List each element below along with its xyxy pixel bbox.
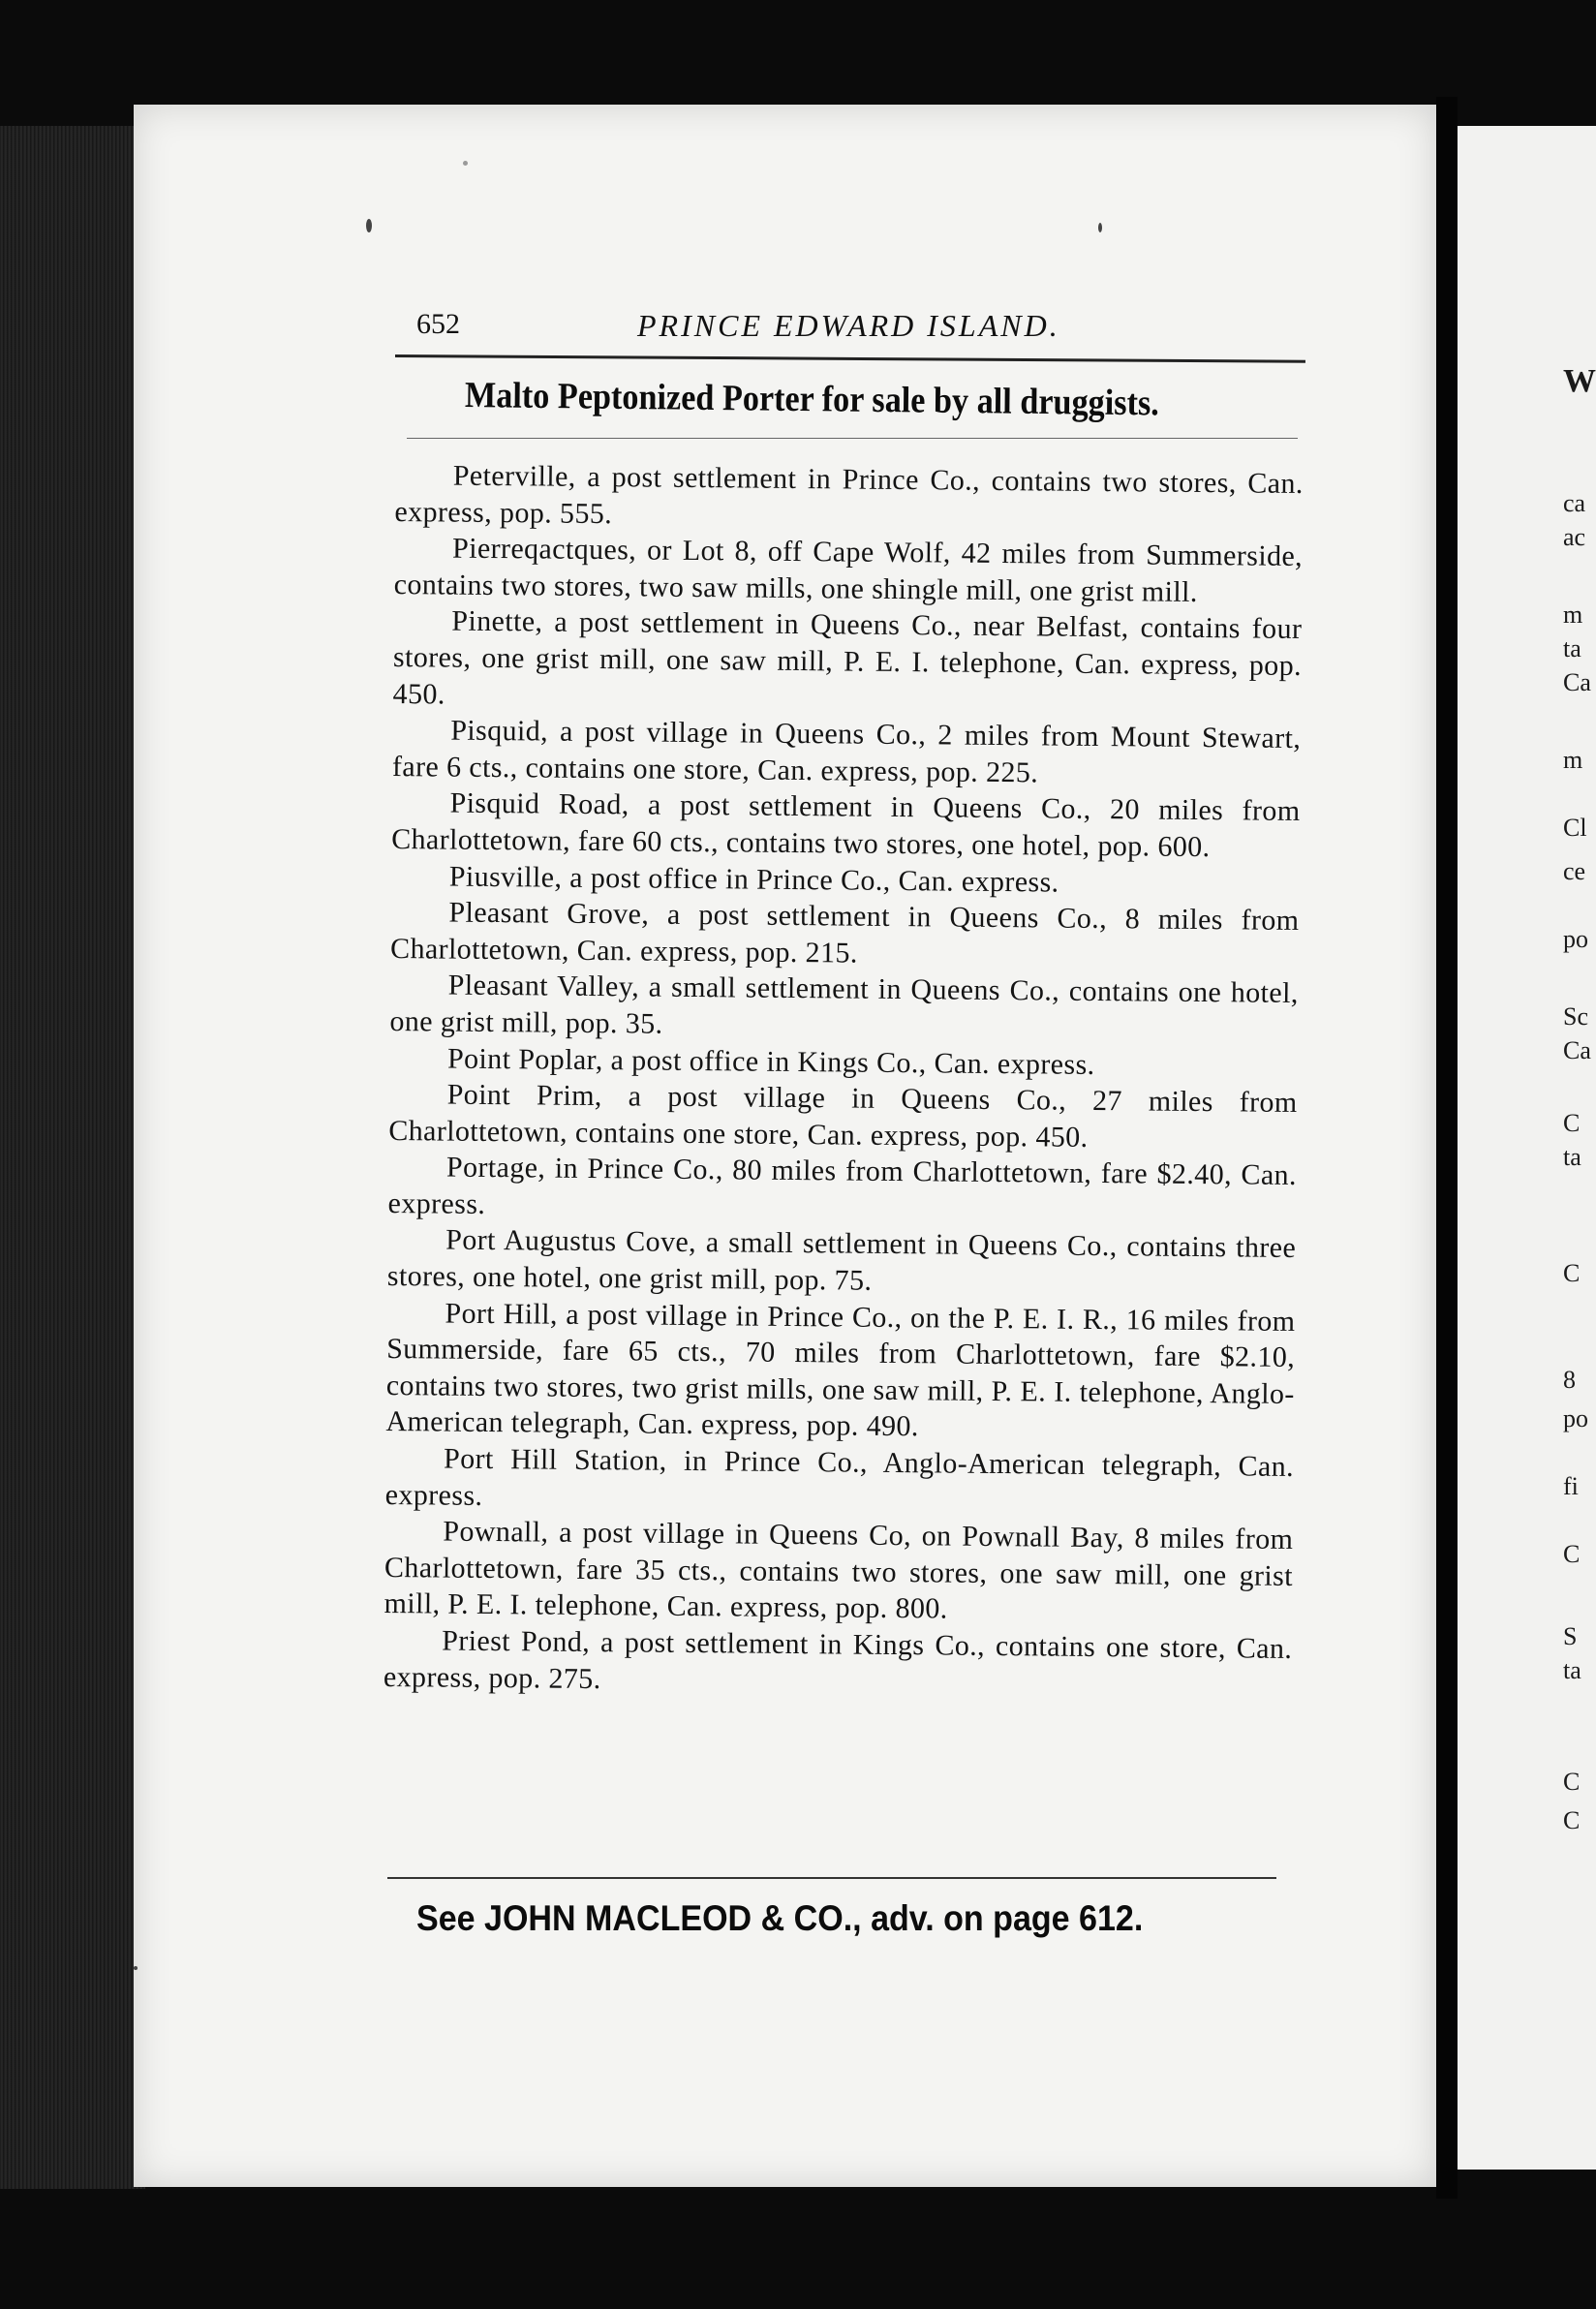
scan-speck bbox=[463, 161, 468, 166]
adjacent-page-fragment: C bbox=[1563, 1109, 1581, 1137]
adjacent-page-fragment: Sc bbox=[1563, 1002, 1588, 1031]
gazetteer-entry: Piusville, a post office in Prince Co., Can. express. bbox=[448, 860, 1059, 899]
scan-speck bbox=[366, 219, 372, 232]
adjacent-page-fragment: po bbox=[1563, 925, 1588, 953]
adjacent-page-fragment: S bbox=[1563, 1622, 1578, 1650]
adjacent-page-fragment: fi bbox=[1563, 1472, 1579, 1500]
gazetteer-entry: Portage, in Prince Co., 80 miles from Charlottetown, fare $2.40, Can. express. bbox=[387, 1151, 1298, 1220]
gazetteer-entry: Point Prim, a post village in Queens Co., 27 miles from Charlottetown, contains one store, Can. express, pop. 450. bbox=[388, 1078, 1298, 1154]
book-page-edges bbox=[0, 126, 145, 2189]
scan-speck bbox=[1098, 223, 1102, 232]
adjacent-page-fragment: ta bbox=[1563, 1656, 1581, 1684]
gazetteer-entry: Point Poplar, a post office in Kings Co., Can. express. bbox=[446, 1042, 1095, 1081]
adjacent-page-fragment: ca bbox=[1563, 489, 1586, 517]
adjacent-page-fragment: Ca bbox=[1563, 668, 1591, 696]
gazetteer-entry: Pownall, a post village in Queens Co, on Pownall Bay, 8 miles from Charlottetown, fare 35 cts., contains two stores, one saw mill, one grist mill, P. E. I. telephone, Can. express, pop. 800. bbox=[384, 1515, 1294, 1625]
adjacent-page-fragment: Cl bbox=[1563, 814, 1587, 842]
running-head bbox=[416, 308, 1317, 356]
gazetteer-entry: Pleasant Grove, a post settlement in Queens Co., 8 miles from Charlottetown, Can. express, pop. 215. bbox=[389, 896, 1300, 970]
adjacent-page-fragment: C bbox=[1563, 1259, 1581, 1287]
header-advertisement: Malto Peptonized Porter for sale by all druggists. bbox=[464, 375, 1160, 424]
gazetteer-entry: Peterville, a post settlement in Prince Co., contains two stores, Can. express, pop. 555. bbox=[394, 459, 1304, 530]
gazetteer-entry: Pleasant Valley, a small settlement in Queens Co., contains one hotel, one grist mill, pop. 35. bbox=[389, 969, 1299, 1040]
adjacent-page-fragment: ac bbox=[1563, 523, 1586, 551]
running-head-title: PRINCE EDWARD ISLAND. bbox=[637, 308, 1060, 343]
header-ad-rule bbox=[407, 438, 1298, 439]
gazetteer-entry: Pinette, a post settlement in Queens Co., near Belfast, contains four stores, one grist mill, one saw mill, P. E. I. telephone, Can. express, pop. 450. bbox=[392, 604, 1303, 711]
adjacent-page-fragment: m bbox=[1563, 746, 1583, 774]
adjacent-page-fragment: ce bbox=[1563, 857, 1586, 885]
adjacent-page-fragment: 8 bbox=[1563, 1366, 1576, 1394]
page-number: 652 bbox=[416, 308, 460, 340]
adjacent-page-fragment: ta bbox=[1563, 1143, 1581, 1171]
adjacent-page-fragment: W bbox=[1563, 363, 1596, 399]
adjacent-page-fragment: C bbox=[1563, 1540, 1581, 1568]
footer-advertisement: See JOHN MACLEOD & CO., adv. on page 612. bbox=[416, 1898, 1144, 1938]
gazetteer-entry: Port Hill, a post village in Prince Co., on the P. E. I. R., 16 miles from Summerside, fare 65 cts., 70 miles from Charlottetown, fare $2.10, contains two stores, two grist mills, one saw mill, P. E. I. telephone, Anglo-American telegraph, Can. express, pop. 490. bbox=[385, 1297, 1296, 1443]
adjacent-page-fragment: C bbox=[1563, 1806, 1581, 1834]
adjacent-page-fragment: po bbox=[1563, 1404, 1588, 1432]
gazetteer-entries bbox=[384, 457, 1304, 1704]
adjacent-page-fragment: m bbox=[1563, 600, 1583, 629]
gazetteer-entry: Port Hill Station, in Prince Co., Anglo-American telegraph, Can. express. bbox=[384, 1442, 1295, 1512]
gazetteer-entry: Port Augustus Cove, a small settlement in Queens Co., contains three stores, one hotel, one grist mill, pop. 75. bbox=[386, 1224, 1297, 1297]
gazetteer-entry: Pisquid, a post village in Queens Co., 2 miles from Mount Stewart, fare 6 cts., contains one store, Can. express, pop. 225. bbox=[391, 714, 1302, 789]
gazetteer-entry: Priest Pond, a post settlement in Kings Co., contains one store, Can. express, pop. 275. bbox=[383, 1624, 1293, 1695]
gazetteer-entry: Pierreqactques, or Lot 8, off Cape Wolf, 42 miles from Summerside, contains two stores, two saw mills, one shingle mill, one grist mill. bbox=[393, 532, 1304, 608]
book-gutter bbox=[1436, 97, 1458, 2199]
gazetteer-entry: Pisquid Road, a post settlement in Queens Co., 20 miles from Charlottetown, fare 60 cts., contains two stores, one hotel, pop. 600. bbox=[391, 786, 1301, 864]
footer-rule bbox=[387, 1877, 1276, 1879]
adjacent-page-fragment: Ca bbox=[1563, 1036, 1591, 1064]
adjacent-page-fragment: ta bbox=[1563, 634, 1581, 662]
scan-speck bbox=[134, 1966, 138, 1970]
adjacent-page-fragment: C bbox=[1563, 1768, 1581, 1796]
